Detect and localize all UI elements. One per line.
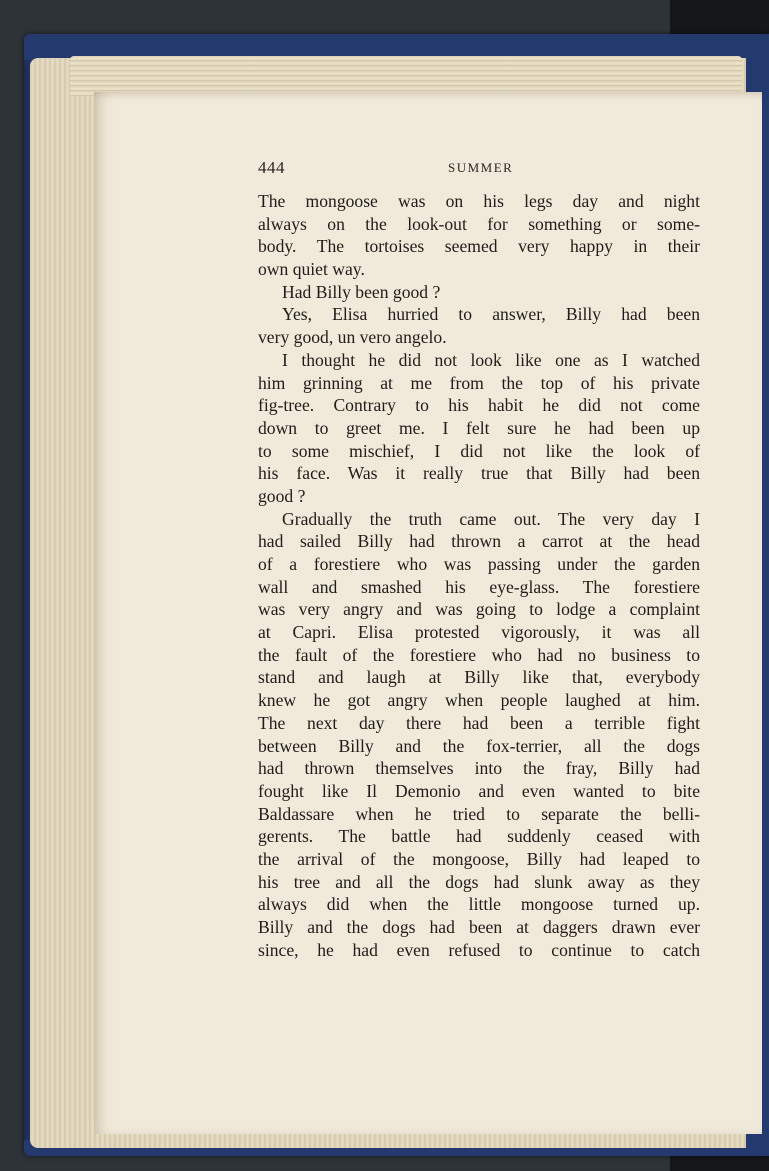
text-line: body. The tortoises seemed very happy in their — [258, 236, 700, 257]
text-line: The next day there had been a terrible fight — [258, 712, 700, 733]
text-line: down to greet me. I felt sure he had been up — [258, 417, 700, 438]
text-line: at Capri. Elisa protested vigorously, it was all — [258, 622, 700, 643]
text-line: own quiet way. — [258, 259, 365, 280]
text-line: him grinning at me from the top of his private — [258, 372, 700, 393]
text-line: wall and smashed his eye-glass. The forestiere — [258, 576, 700, 597]
text-line: fig-tree. Contrary to his habit he did not come — [258, 395, 700, 416]
text-line: was very angry and was going to lodge a complaint — [258, 599, 700, 620]
text-line: always did when the little mongoose turned up. — [258, 894, 700, 915]
text-line: fought like Il Demonio and even wanted to bite — [258, 780, 700, 801]
text-line: had thrown themselves into the fray, Billy had — [258, 758, 700, 779]
text-line: his tree and all the dogs had slunk away as they — [258, 871, 700, 892]
page-number: 444 — [258, 158, 285, 177]
text-line: Billy and the dogs had been at daggers drawn ever — [258, 917, 700, 937]
text-line: the arrival of the mongoose, Billy had leaped to — [258, 848, 700, 869]
text-line: knew he got angry when people laughed at him. — [258, 690, 700, 711]
text-line: the fault of the forestiere who had no business to — [258, 644, 700, 665]
text-line: of a forestiere who was passing under the garden — [258, 554, 700, 574]
page-top-edges — [70, 56, 742, 96]
text-line: Had Billy been good ? — [282, 281, 441, 302]
text-line: Gradually the truth came out. The very day I — [282, 508, 700, 529]
running-head: SUMMER — [448, 160, 514, 175]
text-line: stand and laugh at Billy like that, everybody — [258, 667, 700, 688]
body-text — [258, 190, 700, 961]
text-line: Yes, Elisa hurried to answer, Billy had been — [282, 304, 700, 325]
text-line: since, he had even refused to continue to catch — [258, 939, 700, 960]
text-line: I thought he did not look like one as I watched — [282, 349, 700, 370]
text-line: his face. Was it really true that Billy had been — [258, 463, 700, 484]
text-line: between Billy and the fox-terrier, all the dogs — [258, 735, 700, 756]
text-line: Baldassare when he tried to separate the belli- — [258, 803, 700, 824]
text-line: good ? — [258, 485, 306, 506]
text-line: to some mischief, I did not like the look of — [258, 440, 700, 461]
text-line: very good, un vero angelo. — [258, 327, 447, 348]
text-line: had sailed Billy had thrown a carrot at the head — [258, 531, 700, 552]
text-line: always on the look-out for something or some- — [258, 213, 700, 234]
text-line: The mongoose was on his legs day and night — [258, 191, 700, 211]
text-line: gerents. The battle had suddenly ceased with — [258, 826, 700, 847]
page-header — [258, 158, 700, 182]
